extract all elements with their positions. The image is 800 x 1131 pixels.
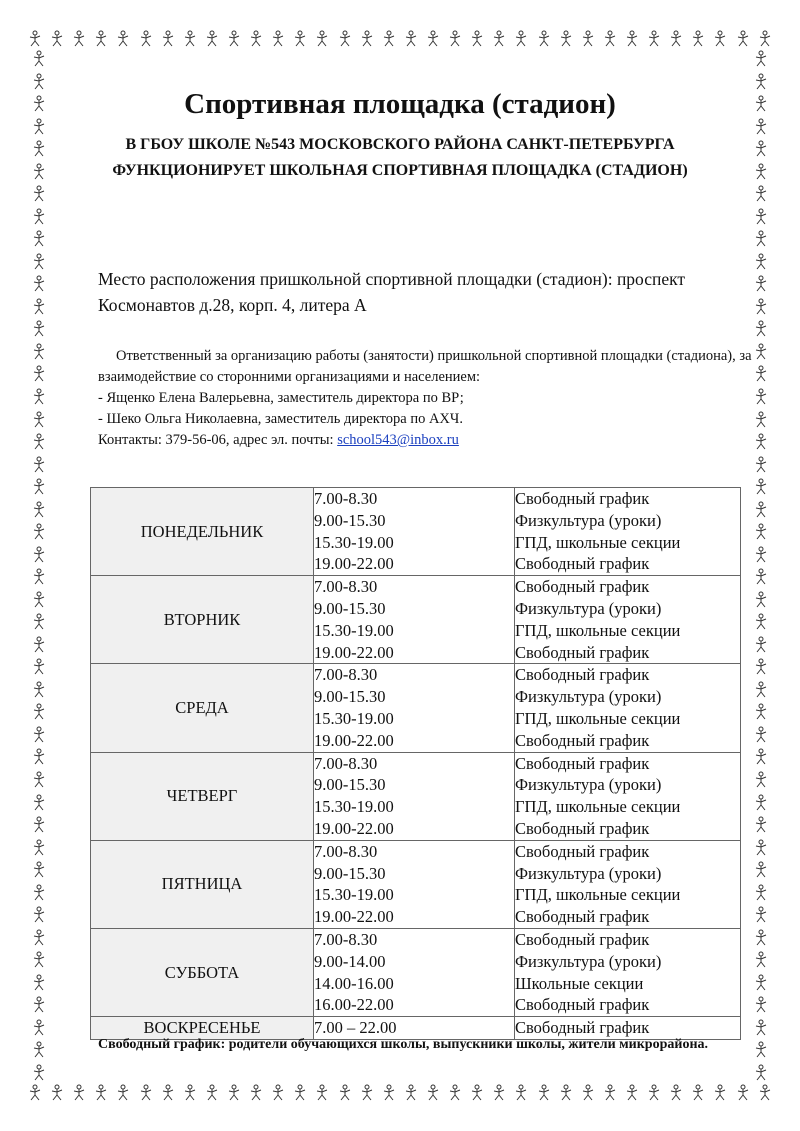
sports-figure-icon — [754, 50, 768, 68]
day-cell: ВТОРНИК — [91, 576, 314, 664]
sports-figure-icon — [537, 30, 551, 48]
time-slot: 7.00-8.30 — [314, 753, 378, 773]
time-slot: 7.00 – 22.00 — [314, 1018, 397, 1038]
sports-figure-icon — [32, 478, 46, 496]
activity-label: Свободный график — [515, 841, 650, 861]
sports-figure-icon — [139, 1084, 153, 1102]
sports-figure-icon — [227, 1084, 241, 1102]
border-right — [750, 50, 772, 1082]
sports-figure-icon — [32, 591, 46, 609]
day-cell: ПОНЕДЕЛЬНИК — [91, 488, 314, 576]
sports-figure-icon — [669, 30, 683, 48]
sports-figure-icon — [32, 298, 46, 316]
sports-figure-icon — [581, 30, 595, 48]
border-top — [28, 28, 772, 50]
schedule-row — [91, 576, 741, 664]
sports-figure-icon — [492, 1084, 506, 1102]
time-slot: 9.00-15.30 — [314, 510, 386, 530]
sports-figure-icon — [581, 1084, 595, 1102]
sports-figure-icon — [754, 298, 768, 316]
sports-figure-icon — [754, 996, 768, 1014]
sports-figure-icon — [32, 681, 46, 699]
schedule-row — [91, 664, 741, 752]
activity-cell — [515, 576, 741, 664]
activity-label: Свободный график — [515, 730, 650, 750]
sports-figure-icon — [32, 929, 46, 947]
day-cell: СРЕДА — [91, 664, 314, 752]
sports-figure-icon — [603, 30, 617, 48]
sports-figure-icon — [32, 365, 46, 383]
sports-figure-icon — [754, 1041, 768, 1059]
sports-figure-icon — [754, 208, 768, 226]
sports-figure-icon — [32, 546, 46, 564]
activity-label: Свободный график — [515, 753, 650, 773]
sports-figure-icon — [116, 30, 130, 48]
activity-cell — [515, 928, 741, 1016]
sports-figure-icon — [32, 726, 46, 744]
sports-figure-icon — [754, 974, 768, 992]
sports-figure-icon — [754, 320, 768, 338]
sports-figure-icon — [360, 30, 374, 48]
sports-figure-icon — [32, 185, 46, 203]
sports-figure-icon — [754, 185, 768, 203]
day-cell: ВОСКРЕСЕНЬЕ — [91, 1017, 314, 1040]
sports-figure-icon — [32, 794, 46, 812]
sports-figure-icon — [183, 30, 197, 48]
sports-figure-icon — [754, 748, 768, 766]
activity-label: ГПД, школьные секции — [515, 797, 681, 817]
sports-figure-icon — [691, 30, 705, 48]
time-slot: 7.00-8.30 — [314, 489, 378, 508]
sports-figure-icon — [754, 839, 768, 857]
time-slot: 16.00-22.00 — [314, 995, 394, 1015]
time-slot: 15.30-19.00 — [314, 885, 394, 905]
time-cell — [314, 928, 515, 1016]
time-slot: 7.00-8.30 — [314, 841, 378, 861]
responsible-person-2: - Шеко Ольга Николаевна, заместитель директора по АХЧ. — [98, 411, 463, 427]
sports-figure-icon — [32, 1064, 46, 1082]
sports-figure-icon — [72, 1084, 86, 1102]
activity-label: Свободный график — [515, 554, 650, 574]
sports-figure-icon — [713, 1084, 727, 1102]
sports-figure-icon — [754, 794, 768, 812]
sports-figure-icon — [315, 30, 329, 48]
time-slot: 9.00-15.30 — [314, 687, 386, 707]
sports-figure-icon — [754, 636, 768, 654]
sports-figure-icon — [754, 951, 768, 969]
time-slot: 19.00-22.00 — [314, 907, 394, 927]
sports-figure-icon — [32, 996, 46, 1014]
responsible-person-1: - Ященко Елена Валерьевна, заместитель директора по ВР; — [98, 390, 464, 406]
sports-figure-icon — [32, 636, 46, 654]
sports-figure-icon — [32, 230, 46, 248]
responsible-intro: Ответственный за организацию работы (занятости) пришкольной спортивной площадки (стадиона), за взаимодействие со сторонними организациями и населением: — [98, 348, 752, 385]
sports-figure-icon — [32, 816, 46, 834]
sports-figure-icon — [647, 1084, 661, 1102]
activity-label: Школьные секции — [515, 973, 644, 993]
sports-figure-icon — [754, 681, 768, 699]
border-bottom — [28, 1082, 772, 1104]
border-left — [28, 50, 50, 1082]
sports-figure-icon — [50, 1084, 64, 1102]
time-slot: 19.00-22.00 — [314, 730, 394, 750]
time-slot: 9.00-14.00 — [314, 951, 386, 971]
sports-figure-icon — [448, 1084, 462, 1102]
sports-figure-icon — [139, 30, 153, 48]
sports-figure-icon — [32, 456, 46, 474]
sports-figure-icon — [338, 1084, 352, 1102]
sports-figure-icon — [754, 253, 768, 271]
sports-figure-icon — [32, 501, 46, 519]
day-cell: ПЯТНИЦА — [91, 840, 314, 928]
sports-figure-icon — [94, 30, 108, 48]
sports-figure-icon — [338, 30, 352, 48]
sports-figure-icon — [754, 1064, 768, 1082]
sports-figure-icon — [227, 30, 241, 48]
sports-figure-icon — [754, 771, 768, 789]
sports-figure-icon — [32, 343, 46, 361]
sports-figure-icon — [271, 30, 285, 48]
contacts-text: Контакты: 379-56-06, адрес эл. почты: — [98, 432, 338, 448]
sports-figure-icon — [426, 30, 440, 48]
activity-label: Свободный график — [515, 577, 650, 597]
activity-label: Физкультура (уроки) — [515, 775, 662, 795]
location-text: Место расположения пришкольной спортивной площадки (стадион): проспект Космонавтов д.28, корп. 4, литера А — [98, 269, 686, 315]
sports-figure-icon — [205, 30, 219, 48]
sports-figure-icon — [32, 974, 46, 992]
activity-label: ГПД, школьные секции — [515, 532, 681, 552]
time-slot: 7.00-8.30 — [314, 665, 378, 685]
email-link[interactable]: school543@inbox.ru — [337, 432, 459, 448]
sports-figure-icon — [32, 1041, 46, 1059]
activity-label: Свободный график — [515, 818, 650, 838]
activity-label: ГПД, школьные секции — [515, 708, 681, 728]
activity-cell — [515, 752, 741, 840]
sports-figure-icon — [32, 748, 46, 766]
sports-figure-icon — [754, 568, 768, 586]
sports-figure-icon — [625, 30, 639, 48]
day-cell: СУББОТА — [91, 928, 314, 1016]
sports-figure-icon — [754, 861, 768, 879]
sports-figure-icon — [32, 140, 46, 158]
sports-figure-icon — [72, 30, 86, 48]
sports-figure-icon — [514, 1084, 528, 1102]
sports-figure-icon — [32, 388, 46, 406]
time-slot: 7.00-8.30 — [314, 929, 378, 949]
sports-figure-icon — [470, 1084, 484, 1102]
sports-figure-icon — [32, 884, 46, 902]
sports-figure-icon — [754, 501, 768, 519]
sports-figure-icon — [754, 163, 768, 181]
sports-figure-icon — [404, 1084, 418, 1102]
responsible-block — [98, 346, 758, 451]
sports-figure-icon — [713, 30, 727, 48]
activity-label: ГПД, школьные секции — [515, 885, 681, 905]
sports-figure-icon — [32, 703, 46, 721]
sports-figure-icon — [32, 839, 46, 857]
sports-figure-icon — [404, 30, 418, 48]
sports-figure-icon — [559, 30, 573, 48]
sports-figure-icon — [754, 591, 768, 609]
sports-figure-icon — [448, 30, 462, 48]
sports-figure-icon — [32, 163, 46, 181]
contacts-line — [98, 430, 758, 451]
sports-figure-icon — [32, 1019, 46, 1037]
activity-label: Физкультура (уроки) — [515, 598, 662, 618]
sports-figure-icon — [32, 658, 46, 676]
sports-figure-icon — [603, 1084, 617, 1102]
schedule-row — [91, 488, 741, 576]
sports-figure-icon — [514, 30, 528, 48]
sports-figure-icon — [537, 1084, 551, 1102]
sports-figure-icon — [28, 30, 42, 48]
sports-figure-icon — [754, 1019, 768, 1037]
sports-figure-icon — [32, 861, 46, 879]
sports-figure-icon — [754, 523, 768, 541]
footnote: Свободный график: родители обучающихся школы, выпускники школы, жители микрорайона. — [98, 1037, 709, 1052]
time-slot: 7.00-8.30 — [314, 577, 378, 597]
time-slot: 9.00-15.30 — [314, 598, 386, 618]
sports-figure-icon — [669, 1084, 683, 1102]
sports-figure-icon — [736, 30, 750, 48]
time-slot: 9.00-15.30 — [314, 775, 386, 795]
time-slot: 19.00-22.00 — [314, 818, 394, 838]
activity-label: Свободный график — [515, 907, 650, 927]
sports-figure-icon — [754, 478, 768, 496]
sports-figure-icon — [32, 613, 46, 631]
time-slot: 19.00-22.00 — [314, 554, 394, 574]
schedule-body — [91, 488, 741, 1040]
sports-figure-icon — [116, 1084, 130, 1102]
sports-figure-icon — [32, 433, 46, 451]
activity-label: Свободный график — [515, 489, 650, 508]
day-cell: ЧЕТВЕРГ — [91, 752, 314, 840]
activity-label: Физкультура (уроки) — [515, 863, 662, 883]
sports-figure-icon — [183, 1084, 197, 1102]
activity-label: ГПД, школьные секции — [515, 620, 681, 640]
schedule-row — [91, 752, 741, 840]
time-slot: 15.30-19.00 — [314, 620, 394, 640]
time-cell — [314, 488, 515, 576]
sports-figure-icon — [249, 1084, 263, 1102]
time-slot: 15.30-19.00 — [314, 708, 394, 728]
sports-figure-icon — [754, 884, 768, 902]
page-subtitle: В ГБОУ ШКОЛЕ №543 МОСКОВСКОГО РАЙОНА САНКТ-ПЕТЕРБУРГА ФУНКЦИОНИРУЕТ ШКОЛЬНАЯ СПОРТИВНАЯ ПЛОЩАДКА (СТАДИОН) — [112, 136, 688, 179]
sports-figure-icon — [754, 546, 768, 564]
sports-figure-icon — [754, 929, 768, 947]
sports-figure-icon — [470, 30, 484, 48]
sports-figure-icon — [32, 320, 46, 338]
time-slot: 15.30-19.00 — [314, 797, 394, 817]
sports-figure-icon — [754, 658, 768, 676]
sports-figure-icon — [32, 411, 46, 429]
time-cell — [314, 840, 515, 928]
time-slot: 9.00-15.30 — [314, 863, 386, 883]
sports-figure-icon — [32, 253, 46, 271]
activity-label: Свободный график — [515, 995, 650, 1015]
schedule-row — [91, 840, 741, 928]
activity-cell — [515, 488, 741, 576]
sports-figure-icon — [625, 1084, 639, 1102]
page-title: Спортивная площадка (стадион) — [184, 88, 616, 120]
activity-cell — [515, 840, 741, 928]
sports-figure-icon — [426, 1084, 440, 1102]
activity-label: Свободный график — [515, 642, 650, 662]
activity-label: Физкультура (уроки) — [515, 510, 662, 530]
sports-figure-icon — [249, 30, 263, 48]
sports-figure-icon — [754, 456, 768, 474]
sports-figure-icon — [758, 1084, 772, 1102]
time-slot: 14.00-16.00 — [314, 973, 394, 993]
sports-figure-icon — [559, 1084, 573, 1102]
sports-figure-icon — [161, 30, 175, 48]
sports-figure-icon — [758, 30, 772, 48]
sports-figure-icon — [754, 726, 768, 744]
sports-figure-icon — [360, 1084, 374, 1102]
sports-figure-icon — [754, 613, 768, 631]
sports-figure-icon — [754, 816, 768, 834]
sports-figure-icon — [382, 30, 396, 48]
sports-figure-icon — [32, 771, 46, 789]
sports-figure-icon — [382, 1084, 396, 1102]
time-slot: 15.30-19.00 — [314, 532, 394, 552]
sports-figure-icon — [293, 30, 307, 48]
sports-figure-icon — [28, 1084, 42, 1102]
activity-label: Свободный график — [515, 929, 650, 949]
time-cell — [314, 576, 515, 664]
activity-label: Физкультура (уроки) — [515, 687, 662, 707]
sports-figure-icon — [293, 1084, 307, 1102]
sports-figure-icon — [32, 275, 46, 293]
sports-figure-icon — [161, 1084, 175, 1102]
sports-figure-icon — [492, 30, 506, 48]
sports-figure-icon — [754, 906, 768, 924]
sports-figure-icon — [691, 1084, 705, 1102]
sports-figure-icon — [754, 230, 768, 248]
sports-figure-icon — [94, 1084, 108, 1102]
activity-label: Свободный график — [515, 1018, 650, 1038]
time-cell — [314, 752, 515, 840]
schedule-row — [91, 928, 741, 1016]
sports-figure-icon — [271, 1084, 285, 1102]
sports-figure-icon — [205, 1084, 219, 1102]
time-slot: 19.00-22.00 — [314, 642, 394, 662]
sports-figure-icon — [647, 30, 661, 48]
sports-figure-icon — [754, 140, 768, 158]
activity-cell — [515, 664, 741, 752]
sports-figure-icon — [754, 703, 768, 721]
sports-figure-icon — [32, 951, 46, 969]
sports-figure-icon — [754, 275, 768, 293]
sports-figure-icon — [50, 30, 64, 48]
sports-figure-icon — [315, 1084, 329, 1102]
activity-label: Физкультура (уроки) — [515, 951, 662, 971]
sports-figure-icon — [736, 1084, 750, 1102]
sports-figure-icon — [32, 568, 46, 586]
sports-figure-icon — [32, 208, 46, 226]
sports-figure-icon — [32, 50, 46, 68]
activity-label: Свободный график — [515, 665, 650, 685]
time-cell — [314, 664, 515, 752]
schedule-table — [90, 487, 741, 1040]
sports-figure-icon — [32, 523, 46, 541]
sports-figure-icon — [32, 906, 46, 924]
